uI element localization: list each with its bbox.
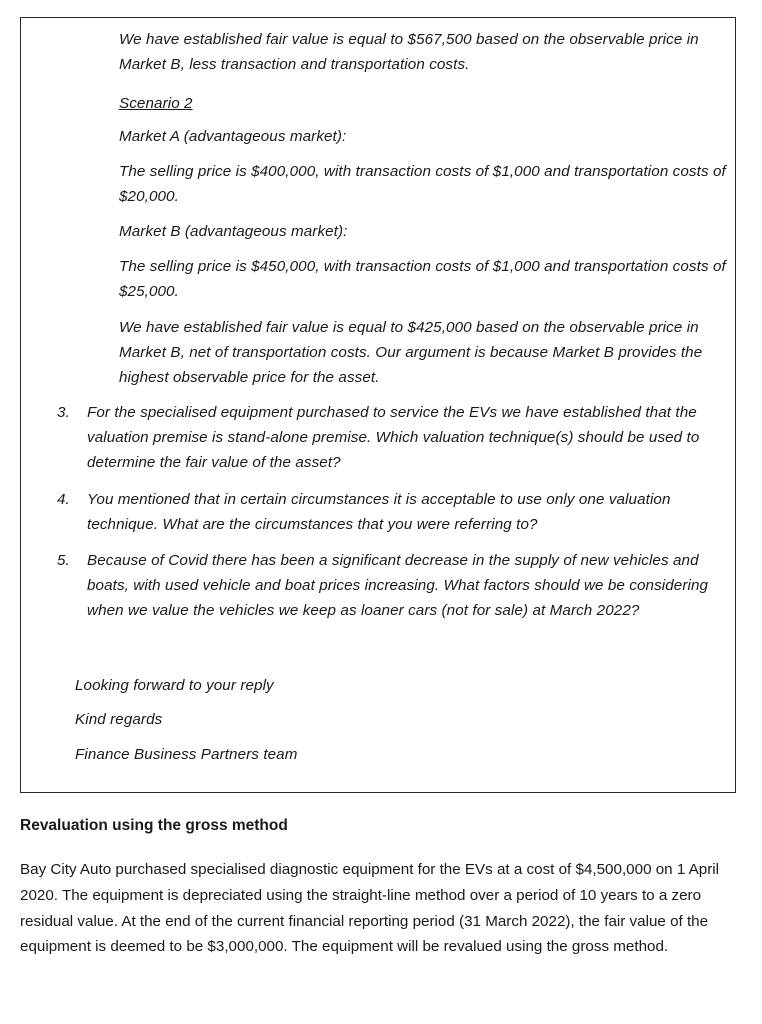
question-text: You mentioned that in certain circumstances it is acceptable to use only one valuation technique. What are the circumstances that you were referring to? xyxy=(87,491,671,533)
question-text: For the specialised equipment purchased to service the EVs we have established that the valuation premise is stand-alone premise. Which valuation technique(s) should be used to determine the fair value of the asset? xyxy=(87,404,700,471)
scenario-2-heading: Scenario 2 xyxy=(119,95,193,112)
regards-line: Kind regards xyxy=(75,711,163,728)
market-b-heading: Market B (advantageous market): xyxy=(119,223,348,240)
section-heading: Revaluation using the gross method xyxy=(20,817,288,834)
email-quote-box xyxy=(20,17,736,793)
market-b-text: The selling price is $450,000, with transaction costs of $1,000 and transportation costs of $25,000. xyxy=(119,258,726,300)
section-body: Bay City Auto purchased specialised diagnostic equipment for the EVs at a cost of $4,500,000 on 1 April 2020. The equipment is depreciated using the straight-line method over a period of 10 years to a zero residual value. At the end of the current financial reporting period (31 March 2022), the fair value of the equipment is deemed to be $3,000,000. The equipment will be revalued using the gross method. xyxy=(20,861,720,956)
market-a-heading: Market A (advantageous market): xyxy=(119,128,347,145)
question-text: Because of Covid there has been a significant decrease in the supply of new vehicles and boats, with used vehicle and boat prices increasing. What factors should we be considering when we value the vehicles we keep as loaner cars (not for sale) at March 2022? xyxy=(87,552,709,619)
question-number: 3. xyxy=(57,404,70,421)
question-number: 4. xyxy=(57,491,70,508)
question-number: 5. xyxy=(57,552,70,569)
market-a-text: The selling price is $400,000, with transaction costs of $1,000 and transportation costs of $20,000. xyxy=(119,163,726,205)
fair-value-paragraph-b: We have established fair value is equal to $425,000 based on the observable price in Market B, net of transportation costs. Our argument is because Market B provides the highest observable price for the asset. xyxy=(119,319,703,386)
signature-line: Finance Business Partners team xyxy=(75,746,298,763)
closing-line: Looking forward to your reply xyxy=(75,677,274,694)
fair-value-paragraph-a: We have established fair value is equal to $567,500 based on the observable price in Market B, less transaction and transportation costs. xyxy=(119,31,699,73)
